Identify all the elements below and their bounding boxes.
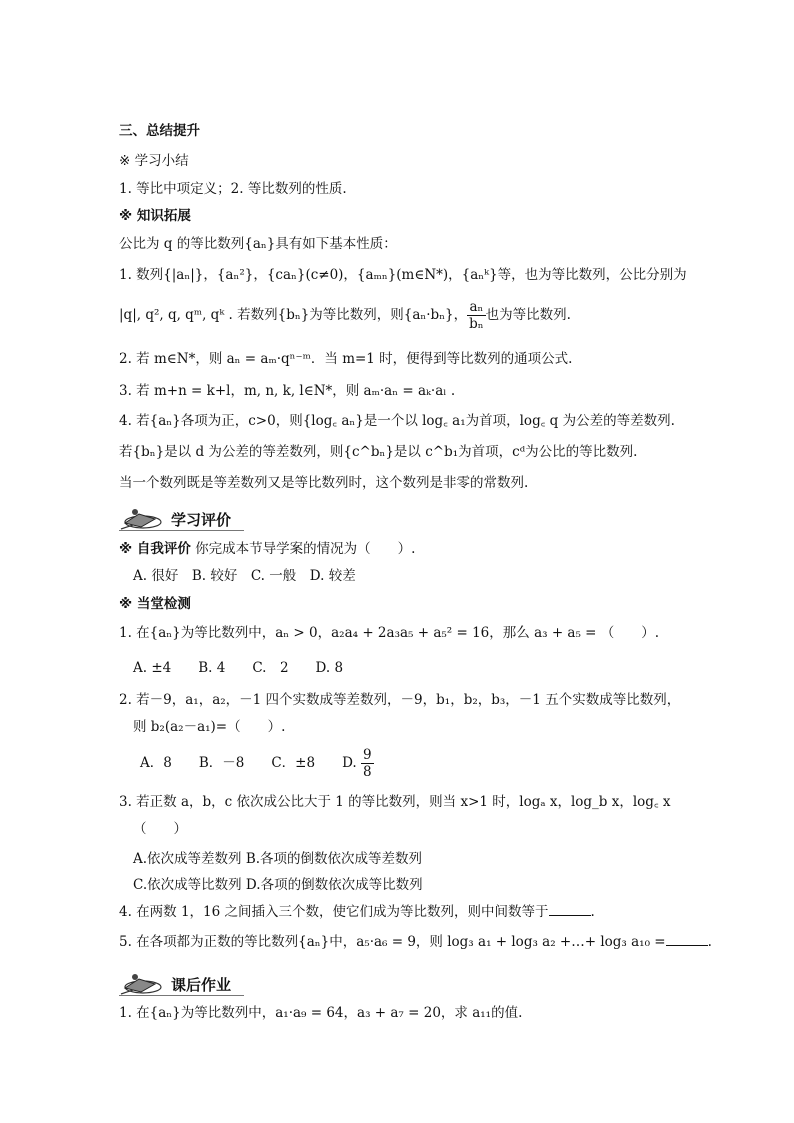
property-2: 2. 若 m∈N*，则 aₙ = aₘ·qⁿ⁻ᵐ．当 m=1 时，便得到等比数列的通项公式.: [119, 351, 573, 367]
answer-blank[interactable]: [549, 903, 591, 916]
q2-fraction-numerator: 9: [363, 747, 372, 763]
self-eval-options: A. 很好 B. 较好 C. 一般 D. 较差: [133, 568, 356, 584]
check-q3-options-cd: C.依次成等比数列 D.各项的倒数依次成等比数列: [133, 877, 423, 893]
answer-blank[interactable]: [666, 933, 708, 946]
property-1-line-2: [119, 298, 571, 332]
homework-q1: 1. 在{aₙ}为等比数列中，a₁·a₉ = 64，a₃ + a₇ = 20，求 a₁₁的值.: [119, 1005, 523, 1021]
check-q4-text: 4. 在两数 1，16 之间插入三个数，使它们成为等比数列，则中间数等于: [119, 904, 549, 920]
knowledge-intro: 公比为 q 的等比数列{aₙ}具有如下基本性质：: [119, 236, 397, 252]
reading-figure-icon: [119, 970, 163, 996]
section-heading: 三、总结提升: [119, 123, 200, 139]
study-summary-title: ※ 学习小结: [119, 153, 189, 169]
check-q4: [119, 903, 595, 921]
check-q3-line-2: （ ）: [133, 821, 187, 837]
check-q2-options: [140, 746, 374, 780]
evaluation-banner-title: 学习评价: [171, 511, 232, 529]
reading-figure-icon: [119, 505, 163, 531]
check-q3-line-1: 3. 若正数 a，b，c 依次成公比大于 1 的等比数列，则当 x>1 时，logₐ x，log_b x，log꜀ x: [119, 794, 671, 810]
homework-banner: [119, 970, 249, 998]
check-q1-options: A. ±4 B. 4 C. 2 D. 8: [133, 660, 344, 676]
check-q4-period: .: [590, 904, 595, 920]
check-q3-options-ab: A.依次成等差数列 B.各项的倒数依次成等差数列: [133, 851, 423, 867]
fraction-numerator: aₙ: [467, 299, 485, 316]
knowledge-title: ※ 知识拓展: [119, 208, 191, 224]
property-4: 4. 若{aₙ}各项为正，c>0，则{log꜀ aₙ}是一个以 log꜀ a₁为首项，log꜀ q 为公差的等差数列.: [119, 413, 675, 429]
q2-fraction-denominator: 8: [363, 764, 372, 780]
property-3: 3. 若 m+n = k+l，m, n, k, l∈N*，则 aₘ·aₙ = aₖ·aₗ .: [119, 383, 456, 399]
property-1-line-2-text-b: 也为等比数列.: [485, 307, 571, 323]
check-q5: [119, 933, 712, 951]
ratio-fraction: [467, 299, 485, 332]
check-q2-options-text: A．8 B．－8 C．±8 D.: [140, 755, 357, 771]
property-1-line-1: 1. 数列{|aₙ|}，{aₙ²}，{caₙ}(c≠0)，{aₘₙ}(m∈N*)，{aₙᵏ}等，也为等比数列，公比分别为: [119, 267, 687, 283]
check-q2-line-1: 2. 若－9，a₁，a₂，－1 四个实数成等差数列，－9，b₁，b₂，b₃，－1 五个实数成等比数列，: [119, 692, 681, 708]
fraction-denominator: bₙ: [469, 316, 484, 332]
banner-underline: [119, 995, 244, 996]
self-eval-label: ※ 自我评价: [119, 541, 191, 557]
check-q5-period: .: [707, 934, 712, 950]
q2-option-d-fraction: [361, 747, 374, 780]
property-6: 当一个数列既是等差数列又是等比数列时，这个数列是非零的常数列.: [119, 475, 529, 491]
homework-banner-title: 课后作业: [171, 976, 232, 994]
self-eval-text: 你完成本节导学案的情况为（ ）.: [195, 541, 416, 557]
banner-underline: [119, 530, 244, 531]
check-q2-line-2: 则 b₂(a₂－a₁)=（ ）.: [133, 719, 286, 735]
study-summary-text: 1. 等比中项定义；2. 等比数列的性质.: [119, 181, 347, 197]
property-5: 若{bₙ}是以 d 为公差的等差数列，则{c^bₙ}是以 c^b₁为首项，cᵈ为公比的等比数列.: [119, 444, 638, 460]
self-eval-line: [119, 540, 415, 558]
check-q1: 1. 在{aₙ}为等比数列中，aₙ > 0，a₂a₄ + 2a₃a₅ + a₅² = 16，那么 a₃ + a₅ = （ ）.: [119, 625, 660, 641]
property-1-line-2-text-a: |q|, q², q, qᵐ, qᵏ . 若数列{bₙ}为等比数列，则{aₙ·bₙ}，: [119, 307, 468, 323]
check-title: ※ 当堂检测: [119, 596, 191, 612]
evaluation-banner: [119, 505, 249, 533]
check-q5-text: 5. 在各项都为正数的等比数列{aₙ}中，a₅·a₆ = 9，则 log₃ a₁ + log₃ a₂ +…+ log₃ a₁₀ =: [119, 934, 666, 950]
